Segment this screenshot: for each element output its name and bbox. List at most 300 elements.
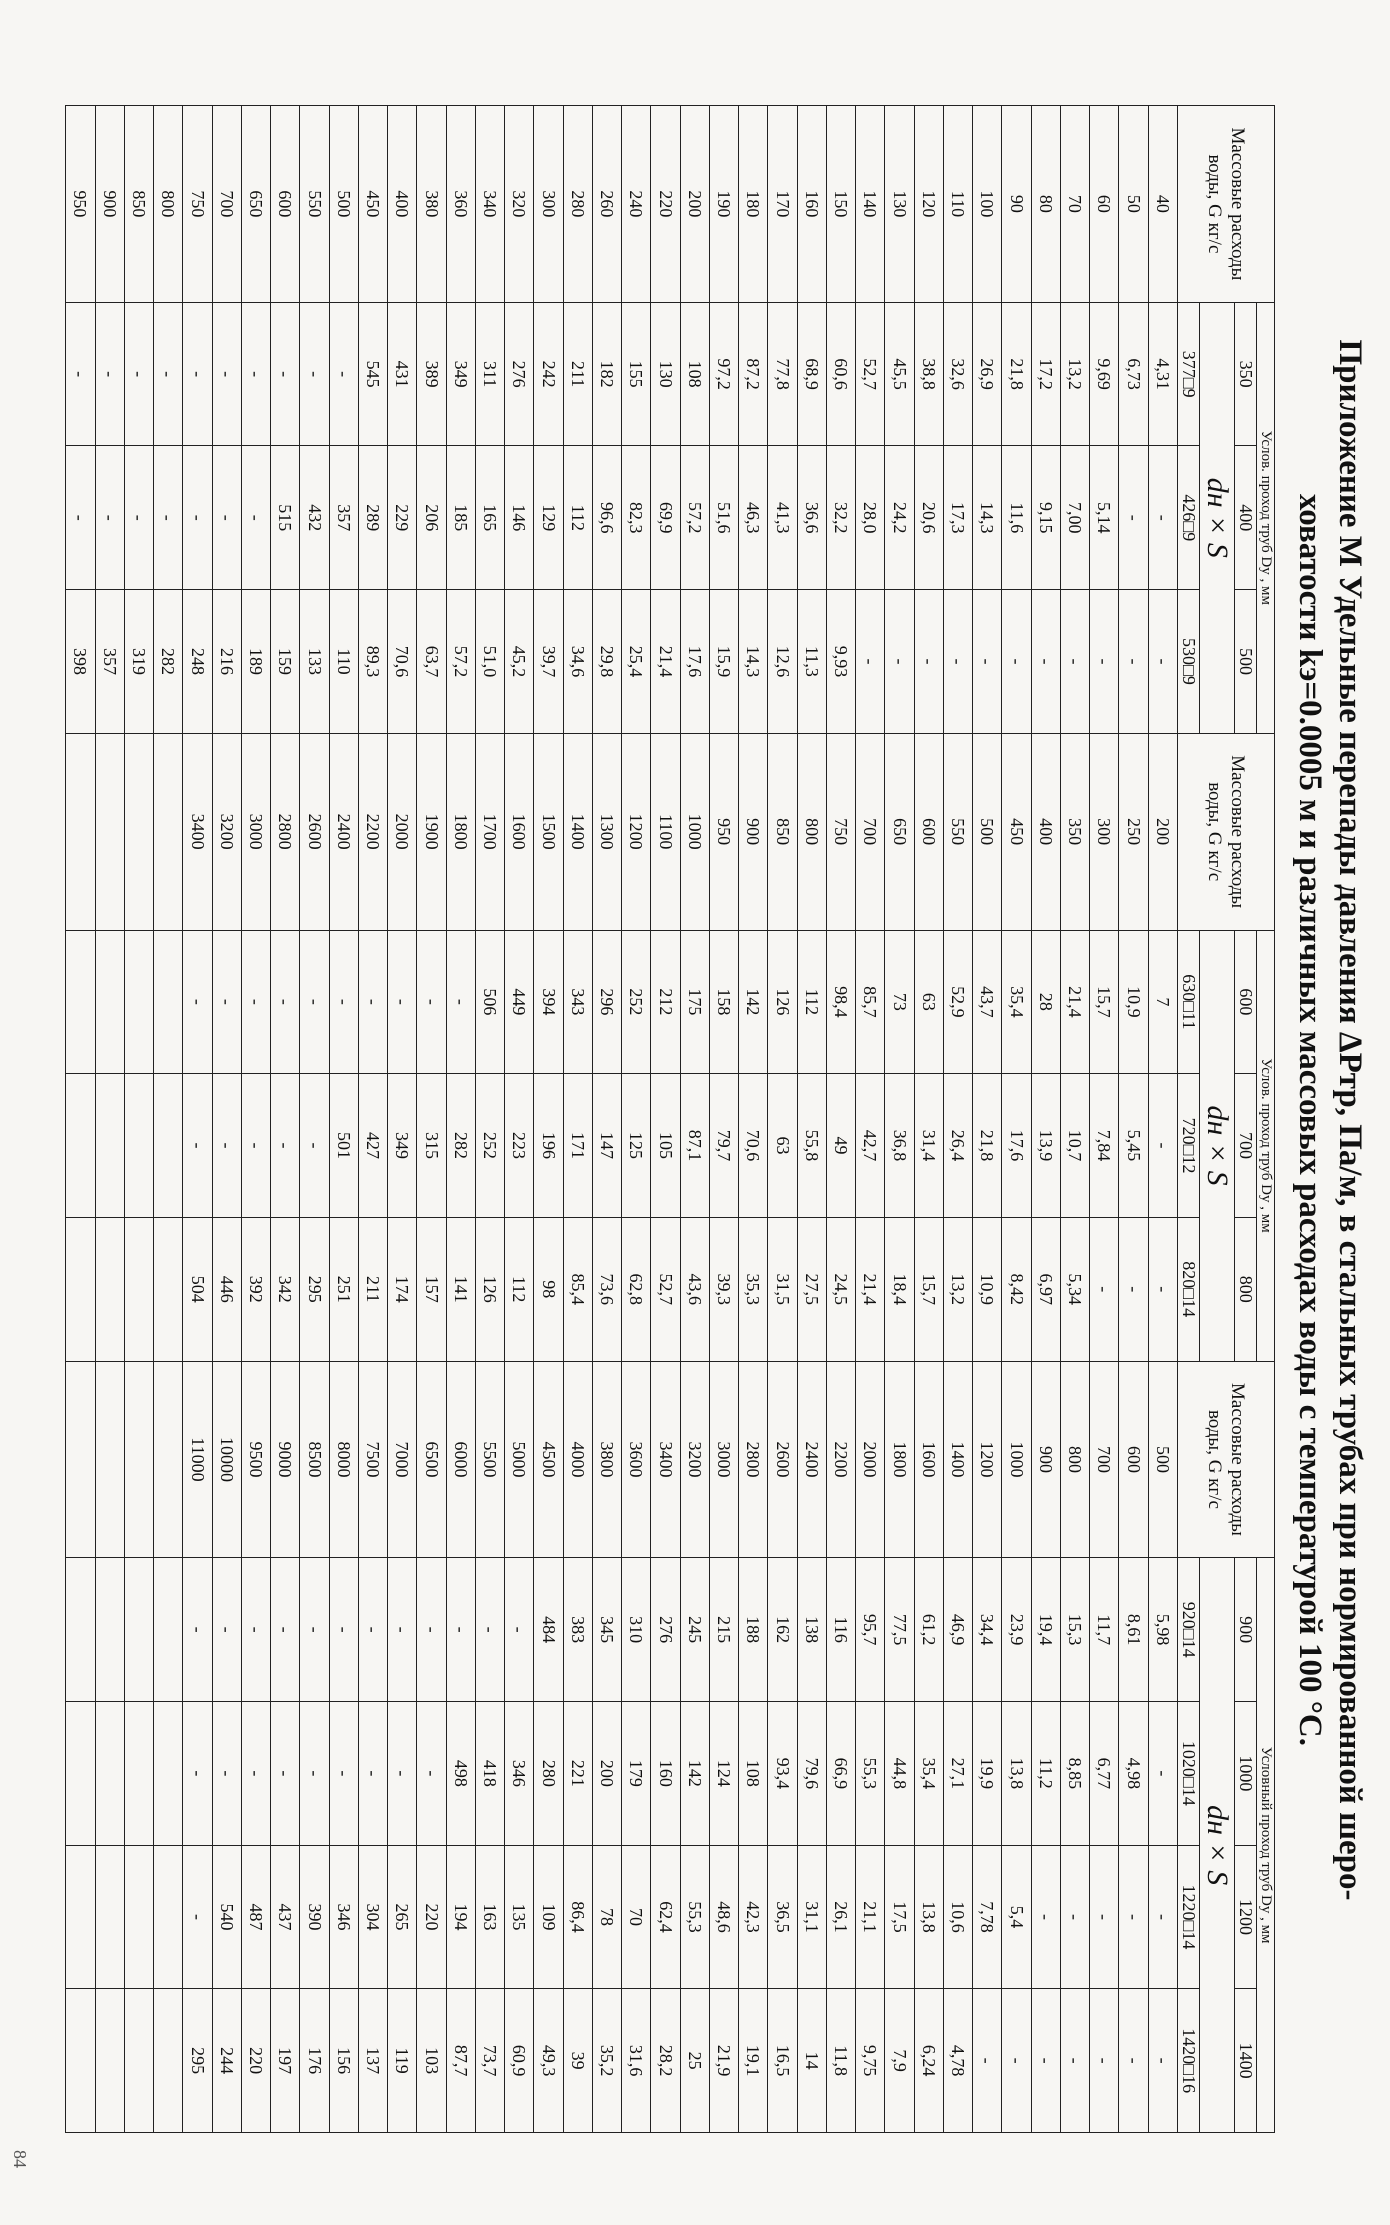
value-cell: - bbox=[1061, 1845, 1090, 1989]
value-cell: 185 bbox=[446, 446, 475, 590]
flow-cell: 6500 bbox=[417, 1361, 446, 1558]
value-cell: 179 bbox=[622, 1702, 651, 1846]
value-cell: 21,1 bbox=[856, 1845, 885, 1989]
flow-cell: 300 bbox=[1090, 733, 1119, 930]
size-header: 720□12 bbox=[1178, 1074, 1200, 1218]
value-cell: 55,3 bbox=[856, 1702, 885, 1846]
value-cell: 70,6 bbox=[388, 590, 417, 734]
flow-cell: 170 bbox=[768, 106, 797, 303]
value-cell: 346 bbox=[329, 1845, 358, 1989]
flow-cell: 3400 bbox=[183, 733, 212, 930]
value-cell: 487 bbox=[242, 1845, 271, 1989]
table-row bbox=[476, 106, 505, 2133]
value-cell bbox=[125, 1845, 154, 1989]
value-cell bbox=[66, 1989, 96, 2133]
value-cell: 162 bbox=[768, 1558, 797, 1702]
value-cell: 315 bbox=[417, 1074, 446, 1218]
value-cell: 45,5 bbox=[885, 302, 914, 446]
value-cell: 34,4 bbox=[973, 1558, 1002, 1702]
value-cell: 13,8 bbox=[1002, 1702, 1031, 1846]
value-cell: - bbox=[183, 1845, 212, 1989]
value-cell: 93,4 bbox=[768, 1702, 797, 1846]
table-row bbox=[505, 106, 534, 2133]
value-cell: 49,3 bbox=[534, 1989, 563, 2133]
flow-cell: 8500 bbox=[300, 1361, 329, 1558]
value-cell bbox=[66, 1217, 96, 1361]
value-cell: 21,9 bbox=[710, 1989, 739, 2133]
value-cell: 105 bbox=[651, 1074, 680, 1218]
value-cell bbox=[154, 1845, 183, 1989]
value-cell: 23,9 bbox=[1002, 1558, 1031, 1702]
flow-cell: 800 bbox=[154, 106, 183, 303]
value-cell: 343 bbox=[563, 930, 592, 1074]
value-cell: - bbox=[329, 1558, 358, 1702]
flow-cell: 500 bbox=[973, 733, 1002, 930]
flow-cell: 2000 bbox=[388, 733, 417, 930]
value-cell bbox=[95, 1845, 124, 1989]
flow-cell: 1900 bbox=[417, 733, 446, 930]
flow-cell bbox=[125, 1361, 154, 1558]
value-cell: 7,9 bbox=[885, 1989, 914, 2133]
value-cell: - bbox=[1148, 1989, 1177, 2133]
value-cell: - bbox=[329, 1702, 358, 1846]
value-cell: 34,6 bbox=[563, 590, 592, 734]
value-cell bbox=[154, 1989, 183, 2133]
value-cell: - bbox=[1090, 1217, 1119, 1361]
dy-header-1200: 1200 bbox=[1235, 1845, 1257, 1989]
value-cell: - bbox=[1148, 446, 1177, 590]
value-cell: 24,2 bbox=[885, 446, 914, 590]
value-cell: 41,3 bbox=[768, 446, 797, 590]
value-cell: 82,3 bbox=[622, 446, 651, 590]
flow-cell: 1200 bbox=[622, 733, 651, 930]
value-cell: 398 bbox=[66, 590, 96, 734]
value-cell: 4,31 bbox=[1148, 302, 1177, 446]
value-cell: 68,9 bbox=[797, 302, 826, 446]
value-cell: - bbox=[1002, 590, 1031, 734]
value-cell: 46,9 bbox=[944, 1558, 973, 1702]
value-cell: 48,6 bbox=[710, 1845, 739, 1989]
value-cell: 223 bbox=[505, 1074, 534, 1218]
value-cell: 342 bbox=[271, 1217, 300, 1361]
value-cell: - bbox=[95, 446, 124, 590]
table-row bbox=[622, 106, 651, 2133]
flow-cell: 8000 bbox=[329, 1361, 358, 1558]
value-cell: 15,9 bbox=[710, 590, 739, 734]
value-cell: 189 bbox=[242, 590, 271, 734]
flow-cell bbox=[154, 733, 183, 930]
value-cell: 357 bbox=[329, 446, 358, 590]
flow-cell: 700 bbox=[1090, 1361, 1119, 1558]
table-row bbox=[1090, 106, 1119, 2133]
flow-cell: 700 bbox=[212, 106, 241, 303]
page-number: 84 bbox=[10, 2150, 30, 2168]
value-cell: 6,77 bbox=[1090, 1702, 1119, 1846]
value-cell: 392 bbox=[242, 1217, 271, 1361]
value-cell bbox=[95, 1558, 124, 1702]
value-cell: - bbox=[242, 302, 271, 446]
value-cell bbox=[154, 1558, 183, 1702]
value-cell: 112 bbox=[797, 930, 826, 1074]
value-cell: - bbox=[242, 1702, 271, 1846]
size-header: 820□14 bbox=[1178, 1217, 1200, 1361]
value-cell: 21,4 bbox=[1061, 930, 1090, 1074]
flow-cell: 1000 bbox=[1002, 1361, 1031, 1558]
value-cell: 42,3 bbox=[739, 1845, 768, 1989]
value-cell: 57,2 bbox=[680, 446, 709, 590]
dy-header-400: 400 bbox=[1235, 446, 1257, 590]
flow-cell: 750 bbox=[183, 106, 212, 303]
value-cell bbox=[95, 1702, 124, 1846]
value-cell bbox=[66, 1702, 96, 1846]
value-cell: 32,2 bbox=[827, 446, 856, 590]
value-cell: 52,7 bbox=[856, 302, 885, 446]
table-row bbox=[1031, 106, 1060, 2133]
flow-cell: 550 bbox=[944, 733, 973, 930]
value-cell: 45,2 bbox=[505, 590, 534, 734]
value-cell: 276 bbox=[505, 302, 534, 446]
flow-cell: 260 bbox=[593, 106, 622, 303]
value-cell: - bbox=[300, 1558, 329, 1702]
value-cell: 51,0 bbox=[476, 590, 505, 734]
value-cell: - bbox=[212, 1074, 241, 1218]
value-cell: 89,3 bbox=[359, 590, 388, 734]
size-header: 530□9 bbox=[1178, 590, 1200, 734]
dy-header-800: 800 bbox=[1235, 1217, 1257, 1361]
value-cell: 229 bbox=[388, 446, 417, 590]
value-cell: 142 bbox=[680, 1702, 709, 1846]
value-cell: 9,15 bbox=[1031, 446, 1060, 590]
dy-header-700: 700 bbox=[1235, 1074, 1257, 1218]
flow-header-2: Массовые расходы воды, G кг/с bbox=[1178, 733, 1275, 930]
value-cell: 17,6 bbox=[1002, 1074, 1031, 1218]
flow-cell: 700 bbox=[856, 733, 885, 930]
flow-cell: 40 bbox=[1148, 106, 1177, 303]
flow-cell: 2600 bbox=[768, 1361, 797, 1558]
value-cell: - bbox=[856, 590, 885, 734]
flow-header-3: Массовые расходы воды, G кг/с bbox=[1178, 1361, 1275, 1558]
value-cell bbox=[154, 1074, 183, 1218]
value-cell: 188 bbox=[739, 1558, 768, 1702]
value-cell: 501 bbox=[329, 1074, 358, 1218]
value-cell: 87,7 bbox=[446, 1989, 475, 2133]
value-cell: 295 bbox=[183, 1989, 212, 2133]
value-cell: 504 bbox=[183, 1217, 212, 1361]
value-cell: 51,6 bbox=[710, 446, 739, 590]
value-cell: 5,98 bbox=[1148, 1558, 1177, 1702]
table-row bbox=[797, 106, 826, 2133]
value-cell: 39,3 bbox=[710, 1217, 739, 1361]
flow-cell: 1700 bbox=[476, 733, 505, 930]
value-cell bbox=[66, 1845, 96, 1989]
value-cell: 43,7 bbox=[973, 930, 1002, 1074]
value-cell: 46,3 bbox=[739, 446, 768, 590]
table-row bbox=[534, 106, 563, 2133]
flow-cell: 80 bbox=[1031, 106, 1060, 303]
value-cell: 36,8 bbox=[885, 1074, 914, 1218]
value-cell: 112 bbox=[563, 446, 592, 590]
value-cell: 545 bbox=[359, 302, 388, 446]
value-cell: - bbox=[914, 590, 943, 734]
value-cell: 252 bbox=[622, 930, 651, 1074]
flow-cell: 90 bbox=[1002, 106, 1031, 303]
value-cell: 85,7 bbox=[856, 930, 885, 1074]
flow-cell: 950 bbox=[710, 733, 739, 930]
flow-cell: 4500 bbox=[534, 1361, 563, 1558]
value-cell: 14 bbox=[797, 1989, 826, 2133]
value-cell: 437 bbox=[271, 1845, 300, 1989]
value-cell bbox=[66, 930, 96, 1074]
value-cell: 4,98 bbox=[1119, 1702, 1148, 1846]
value-cell: - bbox=[1148, 1702, 1177, 1846]
flow-cell: 1800 bbox=[446, 733, 475, 930]
value-cell: - bbox=[125, 446, 154, 590]
value-cell: 26,9 bbox=[973, 302, 1002, 446]
value-cell: - bbox=[183, 930, 212, 1074]
value-cell: 19,9 bbox=[973, 1702, 1002, 1846]
value-cell: - bbox=[973, 590, 1002, 734]
value-cell: 29,8 bbox=[593, 590, 622, 734]
value-cell: - bbox=[212, 446, 241, 590]
value-cell: 135 bbox=[505, 1845, 534, 1989]
value-cell: 389 bbox=[417, 302, 446, 446]
value-cell: - bbox=[446, 1558, 475, 1702]
value-cell: - bbox=[417, 1702, 446, 1846]
page-title bbox=[1290, 95, 1370, 2145]
flow-cell: 3000 bbox=[242, 733, 271, 930]
flow-cell: 9500 bbox=[242, 1361, 271, 1558]
size-header: 1220□14 bbox=[1178, 1845, 1200, 1989]
value-cell: 26,1 bbox=[827, 1845, 856, 1989]
value-cell: 5,14 bbox=[1090, 446, 1119, 590]
value-cell: 10,6 bbox=[944, 1845, 973, 1989]
value-cell: 175 bbox=[680, 930, 709, 1074]
flow-cell: 360 bbox=[446, 106, 475, 303]
value-cell: 55,3 bbox=[680, 1845, 709, 1989]
value-cell: 86,4 bbox=[563, 1845, 592, 1989]
value-cell: 25 bbox=[680, 1989, 709, 2133]
value-cell bbox=[95, 1217, 124, 1361]
value-cell: 129 bbox=[534, 446, 563, 590]
dy-header-350: 350 bbox=[1235, 302, 1257, 446]
value-cell: - bbox=[1002, 1989, 1031, 2133]
value-cell: 36,6 bbox=[797, 446, 826, 590]
flow-cell bbox=[154, 1361, 183, 1558]
value-cell: 35,3 bbox=[739, 1217, 768, 1361]
flow-cell: 200 bbox=[680, 106, 709, 303]
value-cell: - bbox=[183, 1702, 212, 1846]
flow-cell: 9000 bbox=[271, 1361, 300, 1558]
value-cell: 63 bbox=[914, 930, 943, 1074]
value-cell: 35,2 bbox=[593, 1989, 622, 2133]
flow-cell: 6000 bbox=[446, 1361, 475, 1558]
flow-cell: 950 bbox=[66, 106, 96, 303]
value-cell: 66,9 bbox=[827, 1702, 856, 1846]
group-header-1: Услов. проход труб Dу , мм bbox=[1257, 302, 1275, 733]
value-cell: 11,6 bbox=[1002, 446, 1031, 590]
value-cell: 11,2 bbox=[1031, 1702, 1060, 1846]
value-cell: - bbox=[1119, 446, 1148, 590]
value-cell: 165 bbox=[476, 446, 505, 590]
value-cell: - bbox=[66, 446, 96, 590]
value-cell: - bbox=[388, 1558, 417, 1702]
value-cell: 156 bbox=[329, 1989, 358, 2133]
value-cell: 13,8 bbox=[914, 1845, 943, 1989]
value-cell: 346 bbox=[505, 1702, 534, 1846]
value-cell: 17,2 bbox=[1031, 302, 1060, 446]
value-cell: 28,0 bbox=[856, 446, 885, 590]
dy-header-1000: 1000 bbox=[1235, 1702, 1257, 1846]
title-line-1: Приложение М Удельные перепады давления ΔPтр, Па/м, в стальных трубах при нормированной шеро- bbox=[1332, 339, 1368, 1901]
table-row bbox=[183, 106, 212, 2133]
value-cell: 35,4 bbox=[1002, 930, 1031, 1074]
value-cell: 427 bbox=[359, 1074, 388, 1218]
value-cell: - bbox=[1090, 590, 1119, 734]
value-cell bbox=[125, 1217, 154, 1361]
flow-cell: 3600 bbox=[622, 1361, 651, 1558]
value-cell: 216 bbox=[212, 590, 241, 734]
size-header: 426□9 bbox=[1178, 446, 1200, 590]
value-cell: 17,6 bbox=[680, 590, 709, 734]
flow-cell: 1500 bbox=[534, 733, 563, 930]
value-cell: 116 bbox=[827, 1558, 856, 1702]
value-cell: 21,8 bbox=[1002, 302, 1031, 446]
value-cell: 42,7 bbox=[856, 1074, 885, 1218]
value-cell: 26,4 bbox=[944, 1074, 973, 1218]
value-cell: 19,1 bbox=[739, 1989, 768, 2133]
value-cell bbox=[66, 1558, 96, 1702]
table-row bbox=[417, 106, 446, 2133]
size-header: 630□11 bbox=[1178, 930, 1200, 1074]
value-cell bbox=[125, 1558, 154, 1702]
table-row bbox=[359, 106, 388, 2133]
value-cell: 49 bbox=[827, 1074, 856, 1218]
value-cell bbox=[95, 930, 124, 1074]
value-cell bbox=[154, 930, 183, 1074]
flow-cell: 1600 bbox=[505, 733, 534, 930]
value-cell bbox=[154, 1702, 183, 1846]
value-cell: 10,7 bbox=[1061, 1074, 1090, 1218]
table-row bbox=[212, 106, 241, 2133]
table-row bbox=[651, 106, 680, 2133]
value-cell: 13,2 bbox=[944, 1217, 973, 1361]
value-cell: 130 bbox=[651, 302, 680, 446]
flow-cell: 4000 bbox=[563, 1361, 592, 1558]
value-cell: 108 bbox=[680, 302, 709, 446]
flow-cell: 1400 bbox=[944, 1361, 973, 1558]
value-cell: 11,3 bbox=[797, 590, 826, 734]
flow-cell: 380 bbox=[417, 106, 446, 303]
value-cell: 418 bbox=[476, 1702, 505, 1846]
value-cell: 160 bbox=[651, 1702, 680, 1846]
value-cell: - bbox=[125, 302, 154, 446]
flow-cell: 70 bbox=[1061, 106, 1090, 303]
value-cell: 431 bbox=[388, 302, 417, 446]
value-cell: 43,6 bbox=[680, 1217, 709, 1361]
value-cell: - bbox=[212, 1702, 241, 1846]
value-cell: - bbox=[242, 930, 271, 1074]
value-cell: - bbox=[1119, 1217, 1148, 1361]
value-cell: - bbox=[154, 302, 183, 446]
value-cell bbox=[125, 1989, 154, 2133]
value-cell: - bbox=[1061, 1989, 1090, 2133]
flow-cell: 340 bbox=[476, 106, 505, 303]
group-header-2: Услов. проход труб Dу , мм bbox=[1257, 930, 1275, 1361]
value-cell: - bbox=[885, 590, 914, 734]
size-header: 1420□16 bbox=[1178, 1989, 1200, 2133]
dn-x-s-label-2: dн × S bbox=[1200, 930, 1235, 1361]
value-cell: 31,4 bbox=[914, 1074, 943, 1218]
table-row bbox=[271, 106, 300, 2133]
table-row bbox=[242, 106, 271, 2133]
size-header: 1020□14 bbox=[1178, 1702, 1200, 1846]
value-cell: - bbox=[1031, 1845, 1060, 1989]
value-cell: 142 bbox=[739, 930, 768, 1074]
value-cell: 44,8 bbox=[885, 1702, 914, 1846]
flow-cell: 130 bbox=[885, 106, 914, 303]
value-cell: 112 bbox=[505, 1217, 534, 1361]
flow-cell: 600 bbox=[1119, 1361, 1148, 1558]
value-cell: 9,69 bbox=[1090, 302, 1119, 446]
value-cell: 171 bbox=[563, 1074, 592, 1218]
value-cell: - bbox=[271, 1558, 300, 1702]
value-cell: 55,8 bbox=[797, 1074, 826, 1218]
flow-cell: 10000 bbox=[212, 1361, 241, 1558]
value-cell: 19,4 bbox=[1031, 1558, 1060, 1702]
flow-cell: 2200 bbox=[359, 733, 388, 930]
value-cell: 196 bbox=[534, 1074, 563, 1218]
value-cell: 87,1 bbox=[680, 1074, 709, 1218]
value-cell: 200 bbox=[593, 1702, 622, 1846]
value-cell: 174 bbox=[388, 1217, 417, 1361]
value-cell: - bbox=[1119, 1989, 1148, 2133]
dy-header-600: 600 bbox=[1235, 930, 1257, 1074]
flow-cell: 550 bbox=[300, 106, 329, 303]
value-cell: 10,9 bbox=[1119, 930, 1148, 1074]
value-cell: 28 bbox=[1031, 930, 1060, 1074]
value-cell: 248 bbox=[183, 590, 212, 734]
value-cell: 63,7 bbox=[417, 590, 446, 734]
value-cell: 295 bbox=[300, 1217, 329, 1361]
table-row bbox=[710, 106, 739, 2133]
value-cell: 15,3 bbox=[1061, 1558, 1090, 1702]
value-cell: 11,8 bbox=[827, 1989, 856, 2133]
value-cell: 14,3 bbox=[973, 446, 1002, 590]
flow-cell: 120 bbox=[914, 106, 943, 303]
value-cell: 78 bbox=[593, 1845, 622, 1989]
flow-cell: 60 bbox=[1090, 106, 1119, 303]
value-cell: 21,4 bbox=[856, 1217, 885, 1361]
flow-cell: 900 bbox=[95, 106, 124, 303]
value-cell: 126 bbox=[768, 930, 797, 1074]
value-cell: 109 bbox=[534, 1845, 563, 1989]
value-cell: 27,5 bbox=[797, 1217, 826, 1361]
value-cell: 13,9 bbox=[1031, 1074, 1060, 1218]
value-cell: - bbox=[1090, 1989, 1119, 2133]
value-cell bbox=[154, 1217, 183, 1361]
value-cell: - bbox=[95, 302, 124, 446]
value-cell: - bbox=[242, 1558, 271, 1702]
value-cell: 9,93 bbox=[827, 590, 856, 734]
value-cell: - bbox=[212, 1558, 241, 1702]
table-row bbox=[329, 106, 358, 2133]
value-cell: 28,2 bbox=[651, 1989, 680, 2133]
flow-cell: 5500 bbox=[476, 1361, 505, 1558]
flow-cell: 1300 bbox=[593, 733, 622, 930]
flow-cell: 2600 bbox=[300, 733, 329, 930]
value-cell: - bbox=[1148, 590, 1177, 734]
value-cell: 182 bbox=[593, 302, 622, 446]
